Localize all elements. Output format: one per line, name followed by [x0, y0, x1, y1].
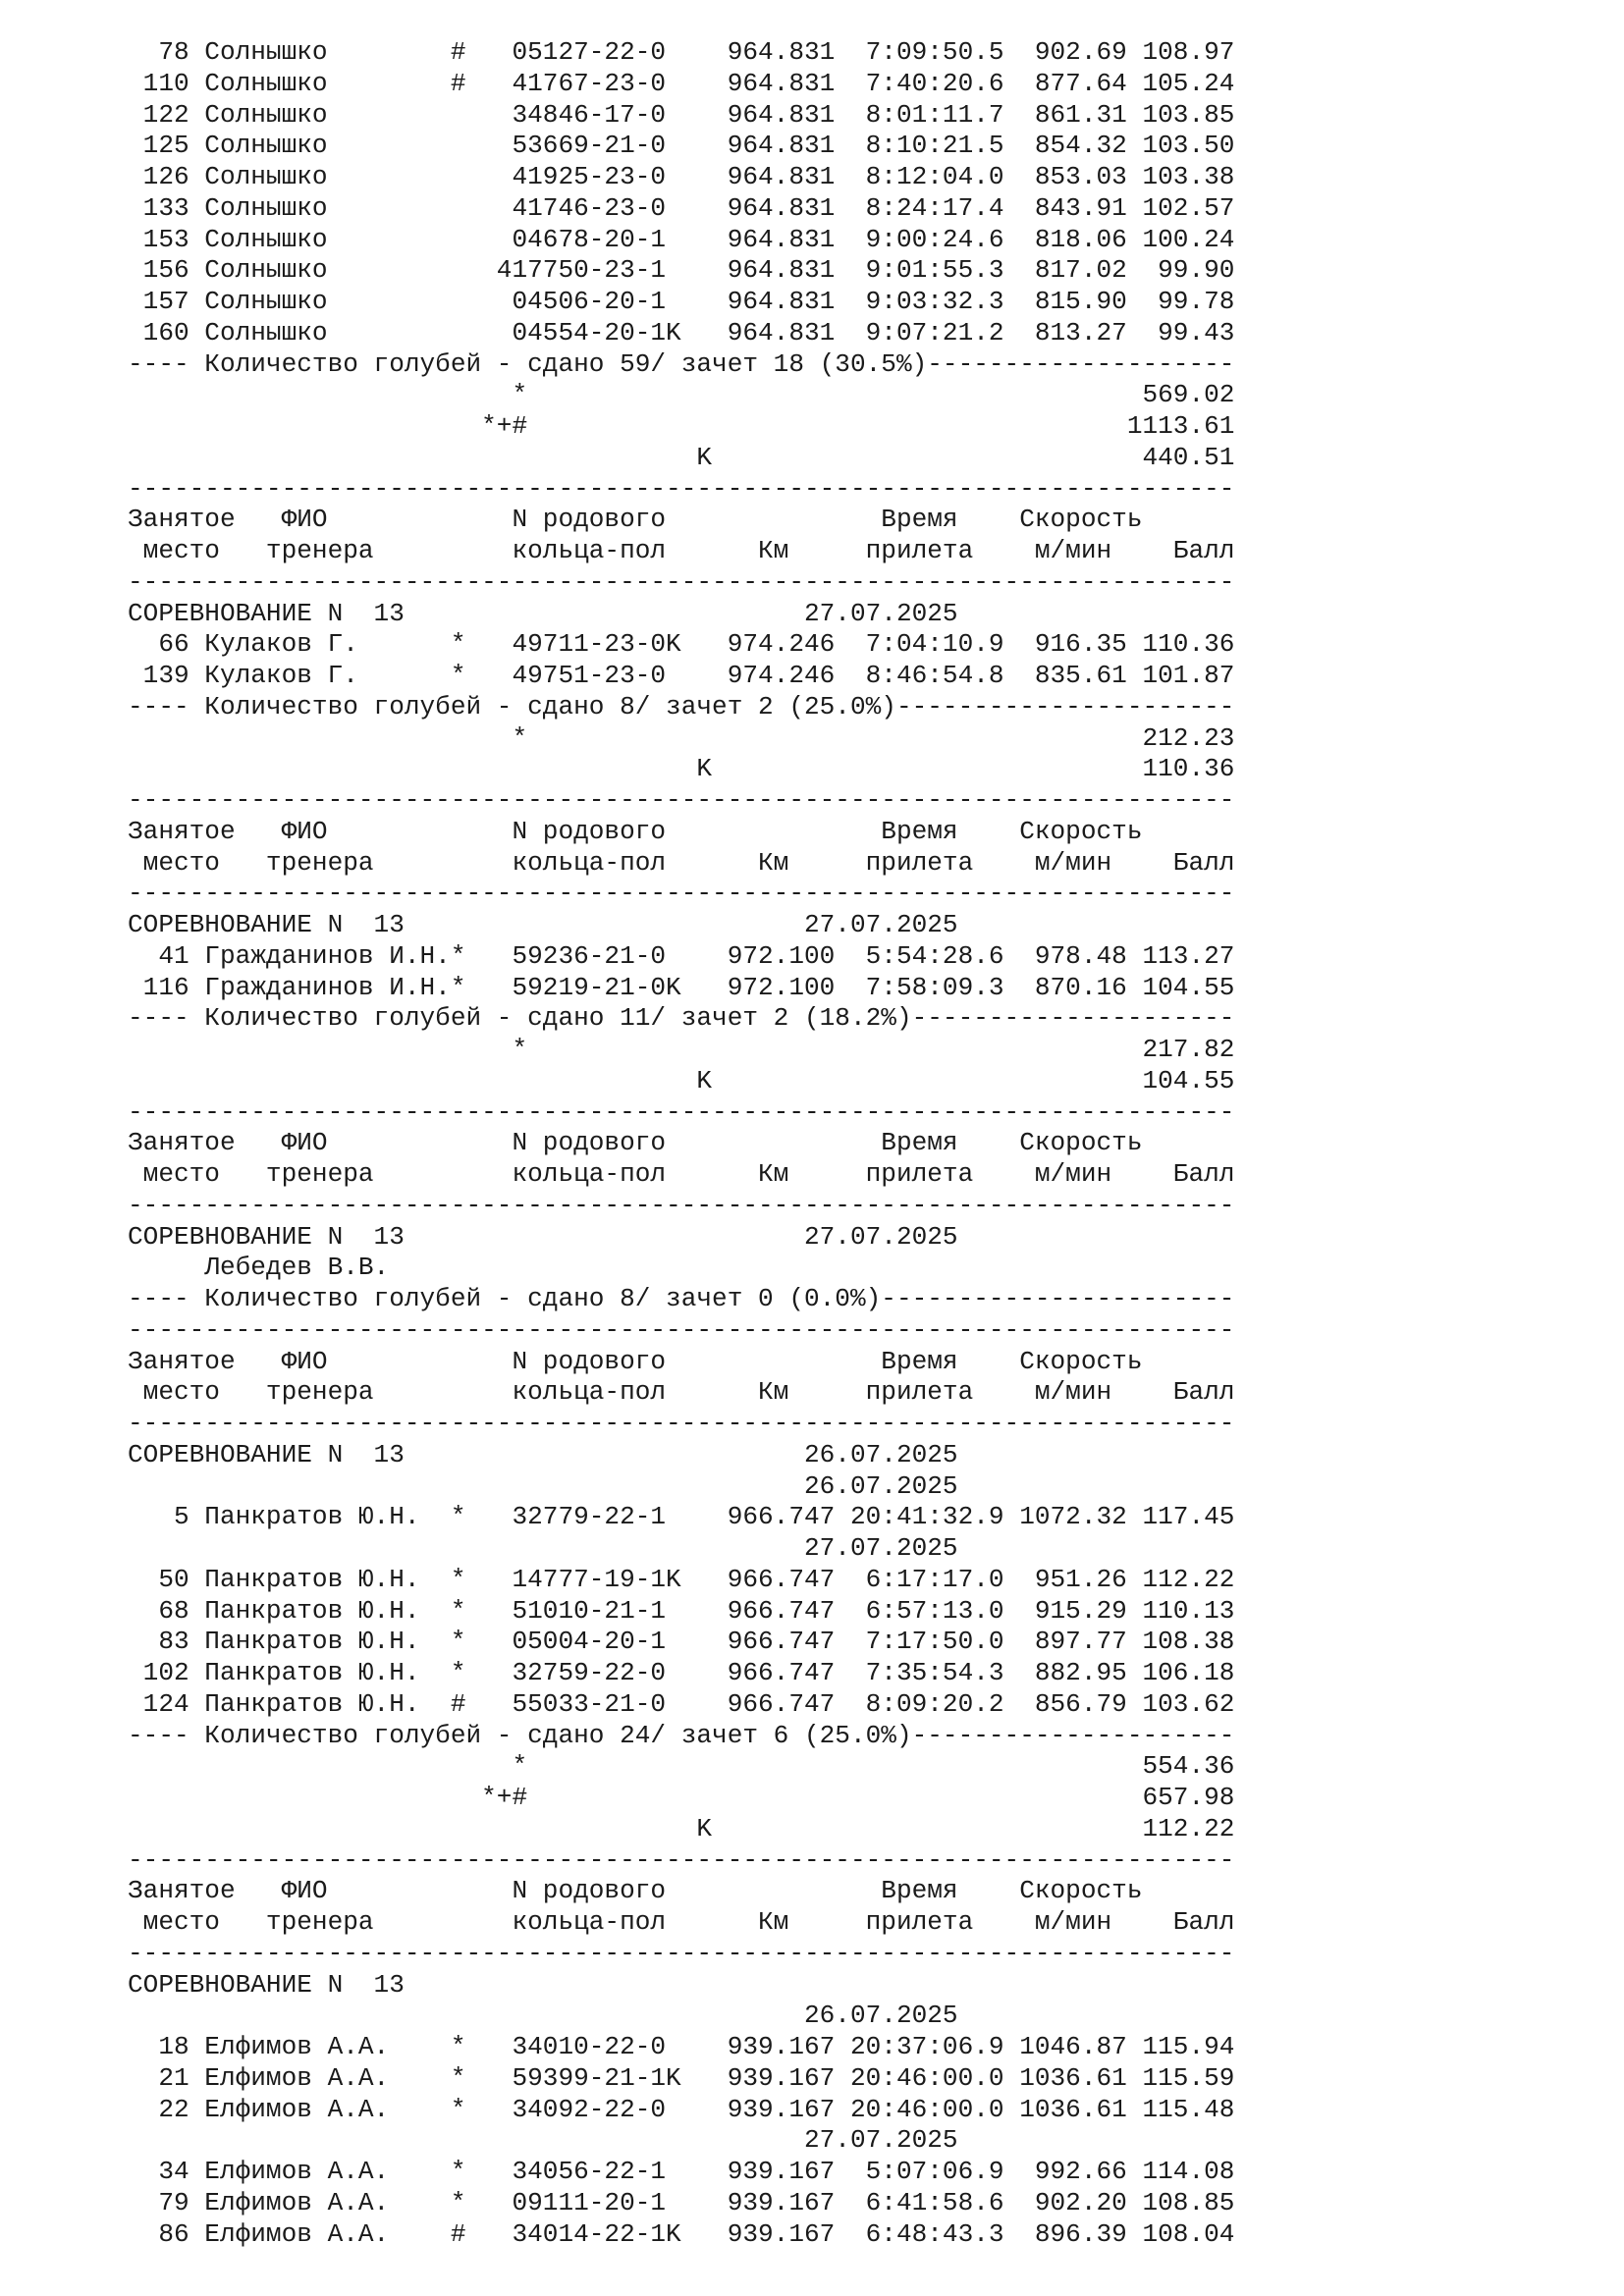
- report-line: 21 Елфимов А.А. * 59399-21-1K 939.167 20:46:00.0 1036.61 115.59: [128, 2062, 1235, 2093]
- report-line: СОРЕВНОВАНИЕ N 13 27.07.2025: [128, 1221, 958, 1252]
- report-line: 139 Кулаков Г. * 49751-23-0 974.246 8:46:54.8 835.61 101.87: [128, 661, 1235, 690]
- report-line: ------------------------------------------------------------------------: [128, 566, 1235, 597]
- report-line: 27.07.2025: [128, 1533, 958, 1563]
- report-line: ------------------------------------------------------------------------: [128, 1314, 1235, 1345]
- report-line: 41 Гражданинов И.Н.* 59236-21-0 972.100 5:54:28.6 978.48 113.27: [128, 940, 1235, 971]
- report-line: K 112.22: [128, 1813, 1235, 1843]
- race-results-report: [128, 37, 1234, 2250]
- report-line: K 110.36: [128, 754, 1235, 784]
- report-line: * 554.36: [128, 1751, 1235, 1782]
- report-line: 66 Кулаков Г. * 49711-23-0K 974.246 7:04:10.9 916.35 110.36: [128, 629, 1235, 660]
- report-line: Лебедев В.В.: [128, 1253, 390, 1283]
- report-line: ---- Количество голубей - сдано 8/ зачет 0 (0.0%)-----------------------: [128, 1284, 1235, 1313]
- report-line: * 212.23: [128, 722, 1235, 753]
- report-line: ---- Количество голубей - сдано 59/ зачет 18 (30.5%)--------------------: [128, 348, 1235, 379]
- report-line: 156 Солнышко 417750-23-1 964.831 9:01:55.3 817.02 99.90: [128, 255, 1235, 286]
- report-line: 125 Солнышко 53669-21-0 964.831 8:10:21.5 854.32 103.50: [128, 131, 1235, 161]
- report-line: ------------------------------------------------------------------------: [128, 1938, 1235, 1968]
- report-line: 79 Елфимов А.А. * 09111-20-1 939.167 6:41:58.6 902.20 108.85: [128, 2187, 1235, 2217]
- report-line: место тренера кольца-пол Км прилета м/мин Балл: [128, 536, 1235, 565]
- report-line: ------------------------------------------------------------------------: [128, 1096, 1235, 1127]
- report-line: 5 Панкратов Ю.Н. * 32779-22-1 966.747 20:41:32.9 1072.32 117.45: [128, 1502, 1235, 1532]
- report-line: место тренера кольца-пол Км прилета м/мин Балл: [128, 1377, 1235, 1408]
- report-line: ------------------------------------------------------------------------: [128, 879, 1235, 909]
- report-line: 34 Елфимов А.А. * 34056-22-1 939.167 5:07:06.9 992.66 114.08: [128, 2157, 1235, 2186]
- report-line: СОРЕВНОВАНИЕ N 13 27.07.2025: [128, 598, 958, 628]
- report-line: ------------------------------------------------------------------------: [128, 785, 1235, 815]
- report-line: 26.07.2025: [128, 2001, 958, 2031]
- report-line: Занятое ФИО N родового Время Скорость: [128, 1346, 1143, 1376]
- report-line: 22 Елфимов А.А. * 34092-22-0 939.167 20:46:00.0 1036.61 115.48: [128, 2094, 1235, 2124]
- report-line: *+# 657.98: [128, 1783, 1235, 1812]
- report-line: K 104.55: [128, 1065, 1235, 1095]
- report-line: K 440.51: [128, 442, 1235, 472]
- report-line: ------------------------------------------------------------------------: [128, 1190, 1235, 1220]
- report-line: 133 Солнышко 41746-23-0 964.831 8:24:17.4 843.91 102.57: [128, 192, 1235, 223]
- report-line: Занятое ФИО N родового Время Скорость: [128, 1876, 1143, 1906]
- report-line: 102 Панкратов Ю.Н. * 32759-22-0 966.747 7:35:54.3 882.95 106.18: [128, 1658, 1235, 1687]
- report-line: ---- Количество голубей - сдано 8/ зачет 2 (25.0%)----------------------: [128, 691, 1235, 721]
- report-line: 124 Панкратов Ю.Н. # 55033-21-0 966.747 8:09:20.2 856.79 103.62: [128, 1688, 1235, 1719]
- report-line: 83 Панкратов Ю.Н. * 05004-20-1 966.747 7:17:50.0 897.77 108.38: [128, 1627, 1235, 1657]
- report-line: место тренера кольца-пол Км прилета м/мин Балл: [128, 1159, 1235, 1189]
- report-line: Занятое ФИО N родового Время Скорость: [128, 816, 1143, 846]
- report-line: Занятое ФИО N родового Время Скорость: [128, 505, 1143, 535]
- report-line: 110 Солнышко # 41767-23-0 964.831 7:40:20.6 877.64 105.24: [128, 68, 1235, 98]
- report-line: *+# 1113.61: [128, 411, 1235, 441]
- report-line: 78 Солнышко # 05127-22-0 964.831 7:09:50.5 902.69 108.97: [128, 37, 1235, 67]
- report-line: 86 Елфимов А.А. # 34014-22-1K 939.167 6:48:43.3 896.39 108.04: [128, 2218, 1235, 2249]
- report-line: место тренера кольца-пол Км прилета м/мин Балл: [128, 1907, 1235, 1937]
- report-line: * 569.02: [128, 380, 1235, 410]
- report-line: 26.07.2025: [128, 1470, 958, 1501]
- report-line: * 217.82: [128, 1035, 1235, 1064]
- report-line: 160 Солнышко 04554-20-1K 964.831 9:07:21.2 813.27 99.43: [128, 317, 1235, 347]
- report-line: ------------------------------------------------------------------------: [128, 1409, 1235, 1438]
- report-line: ------------------------------------------------------------------------: [128, 473, 1235, 504]
- report-line: СОРЕВНОВАНИЕ N 13: [128, 1969, 405, 2000]
- report-line: 157 Солнышко 04506-20-1 964.831 9:03:32.3 815.90 99.78: [128, 287, 1235, 316]
- report-line: Занятое ФИО N родового Время Скорость: [128, 1128, 1143, 1158]
- report-line: СОРЕВНОВАНИЕ N 13 26.07.2025: [128, 1439, 958, 1469]
- report-line: 126 Солнышко 41925-23-0 964.831 8:12:04.0 853.03 103.38: [128, 162, 1235, 191]
- report-line: 122 Солнышко 34846-17-0 964.831 8:01:11.7 861.31 103.85: [128, 99, 1235, 130]
- report-line: 116 Гражданинов И.Н.* 59219-21-0K 972.100 7:58:09.3 870.16 104.55: [128, 972, 1235, 1002]
- report-line: ---- Количество голубей - сдано 24/ зачет 6 (25.0%)---------------------: [128, 1720, 1235, 1750]
- report-line: 27.07.2025: [128, 2125, 958, 2156]
- report-line: СОРЕВНОВАНИЕ N 13 27.07.2025: [128, 910, 958, 939]
- report-line: 153 Солнышко 04678-20-1 964.831 9:00:24.6 818.06 100.24: [128, 224, 1235, 254]
- report-line: ------------------------------------------------------------------------: [128, 1844, 1235, 1875]
- report-line: 50 Панкратов Ю.Н. * 14777-19-1K 966.747 6:17:17.0 951.26 112.22: [128, 1564, 1235, 1594]
- report-line: место тренера кольца-пол Км прилета м/мин Балл: [128, 847, 1235, 878]
- report-line: 18 Елфимов А.А. * 34010-22-0 939.167 20:37:06.9 1046.87 115.94: [128, 2032, 1235, 2061]
- report-line: 68 Панкратов Ю.Н. * 51010-21-1 966.747 6:57:13.0 915.29 110.13: [128, 1595, 1235, 1626]
- report-line: ---- Количество голубей - сдано 11/ зачет 2 (18.2%)---------------------: [128, 1003, 1235, 1034]
